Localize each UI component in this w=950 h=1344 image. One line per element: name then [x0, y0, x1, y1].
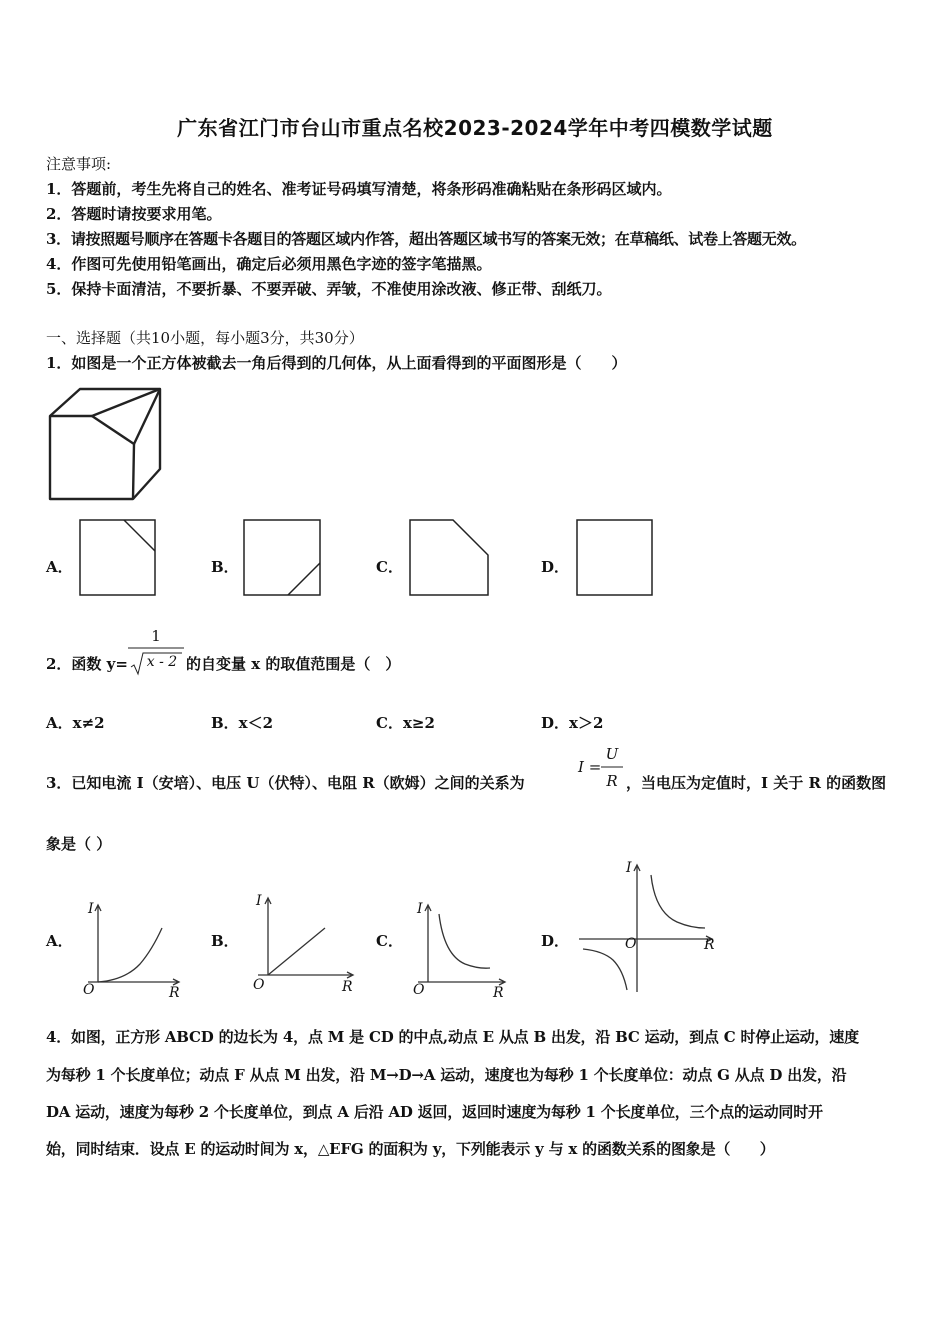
- q3-d-axis-x: R: [704, 937, 715, 953]
- q3-option-b[interactable]: B．: [211, 932, 239, 950]
- question-2-suffix: 的自变量 x 的取值范围是（ ）: [186, 655, 401, 673]
- question-3-stem: 3．已知电流 I（安培）、电压 U（伏特）、电阻 R（欧姆）之间的关系为: [46, 774, 525, 792]
- q3-d-origin: O: [625, 936, 637, 952]
- q1-option-a[interactable]: A．: [46, 558, 73, 576]
- q3-c-origin: O: [413, 982, 425, 998]
- q3-b-axis-x: R: [342, 979, 353, 995]
- question-3-stem-line2: 象是（ ）: [46, 835, 112, 853]
- question-1-stem: 1．如图是一个正方体被截去一角后得到的几何体，从上面看得到的平面图形是（ ）: [46, 354, 627, 372]
- q1-option-c-figure: [409, 519, 491, 597]
- q3-formula-numerator: U: [605, 745, 619, 763]
- question-2-prefix: 2．函数 y=: [46, 655, 128, 673]
- q3-b-axis-y: I: [256, 893, 262, 909]
- q1-option-a-figure: [79, 519, 157, 597]
- q3-option-a[interactable]: A．: [46, 932, 73, 950]
- q2-option-d[interactable]: D．x＞2: [541, 714, 604, 732]
- q3-a-axis-x: R: [169, 985, 180, 1001]
- q2-option-a[interactable]: A．x≠2: [46, 714, 105, 732]
- q2-option-c[interactable]: C．x≥2: [376, 714, 435, 732]
- q3-formula-lhs: I =: [578, 758, 602, 776]
- q3-b-origin: O: [253, 977, 265, 993]
- q3-d-axis-y: I: [626, 860, 632, 876]
- q2-radicand: x - 2: [146, 654, 178, 670]
- q3-c-axis-x: R: [493, 985, 504, 1001]
- q2-numerator: 1: [151, 627, 161, 645]
- page-title: 广东省江门市台山市重点名校2023-2024学年中考四模数学试题: [177, 116, 773, 140]
- notice-item: 2．答题时请按要求用笔。: [46, 205, 222, 223]
- notice-item: 5．保持卡面清洁，不要折暴、不要弄破、弄皱，不准使用涂改液、修正带、刮纸刀。: [46, 280, 612, 298]
- q3-formula-denominator: R: [606, 772, 618, 790]
- q3-option-d[interactable]: D．: [541, 932, 570, 950]
- notice-item: 4．作图可先使用铅笔画出，确定后必须用黑色字迹的签字笔描黑。: [46, 255, 492, 273]
- q1-option-d-figure: [576, 519, 654, 597]
- question-4-line: 为每秒 1 个长度单位；动点 F 从点 M 出发，沿 M→D→A 运动，速度也为每秒 1 个长度单位：动点 G 从点 D 出发，沿: [46, 1066, 847, 1084]
- q1-option-c[interactable]: C．: [376, 558, 403, 576]
- notice-item: 1．答题前，考生先将自己的姓名、准考证号码填写清楚，将条形码准确粘贴在条形码区域内。: [46, 180, 672, 198]
- question-3-stem-end: ，当电压为定值时，I 关于 R 的函数图: [626, 774, 887, 792]
- question-4-line: 始，同时结束．设点 E 的运动时间为 x，△EFG 的面积为 y，下列能表示 y 与 x 的函数关系的图象是（ ）: [46, 1140, 775, 1158]
- notice-item: 3．请按照题号顺序在答题卡各题目的答题区域内作答，超出答题区域书写的答案无效；在草稿纸、试卷上答题无效。: [46, 230, 806, 248]
- question-4-line: DA 运动，速度为每秒 2 个长度单位，到点 A 后沿 AD 返回，返回时速度为每秒 1 个长度单位，三个点的运动同时开: [46, 1103, 823, 1121]
- question-4-line: 4．如图，正方形 ABCD 的边长为 4，点 M 是 CD 的中点,动点 E 从点 B 出发，沿 BC 运动，到点 C 时停止运动，速度: [46, 1028, 859, 1046]
- q3-option-c[interactable]: C．: [376, 932, 403, 950]
- q1-option-d[interactable]: D．: [541, 558, 570, 576]
- q1-option-b-figure: [243, 519, 323, 597]
- q3-option-d-graph: [575, 860, 720, 996]
- q3-a-origin: O: [83, 982, 95, 998]
- q3-a-axis-y: I: [88, 901, 94, 917]
- q2-option-b[interactable]: B．x＜2: [211, 714, 274, 732]
- q1-option-b[interactable]: B．: [211, 558, 239, 576]
- q3-option-b-graph: [250, 893, 360, 993]
- cube-figure: [47, 386, 165, 502]
- section-heading: 一、选择题（共10小题，每小题3分，共30分）: [46, 329, 364, 347]
- q3-c-axis-y: I: [417, 901, 423, 917]
- q3-fraction-bar: [601, 766, 623, 768]
- notice-heading: 注意事项:: [46, 155, 112, 173]
